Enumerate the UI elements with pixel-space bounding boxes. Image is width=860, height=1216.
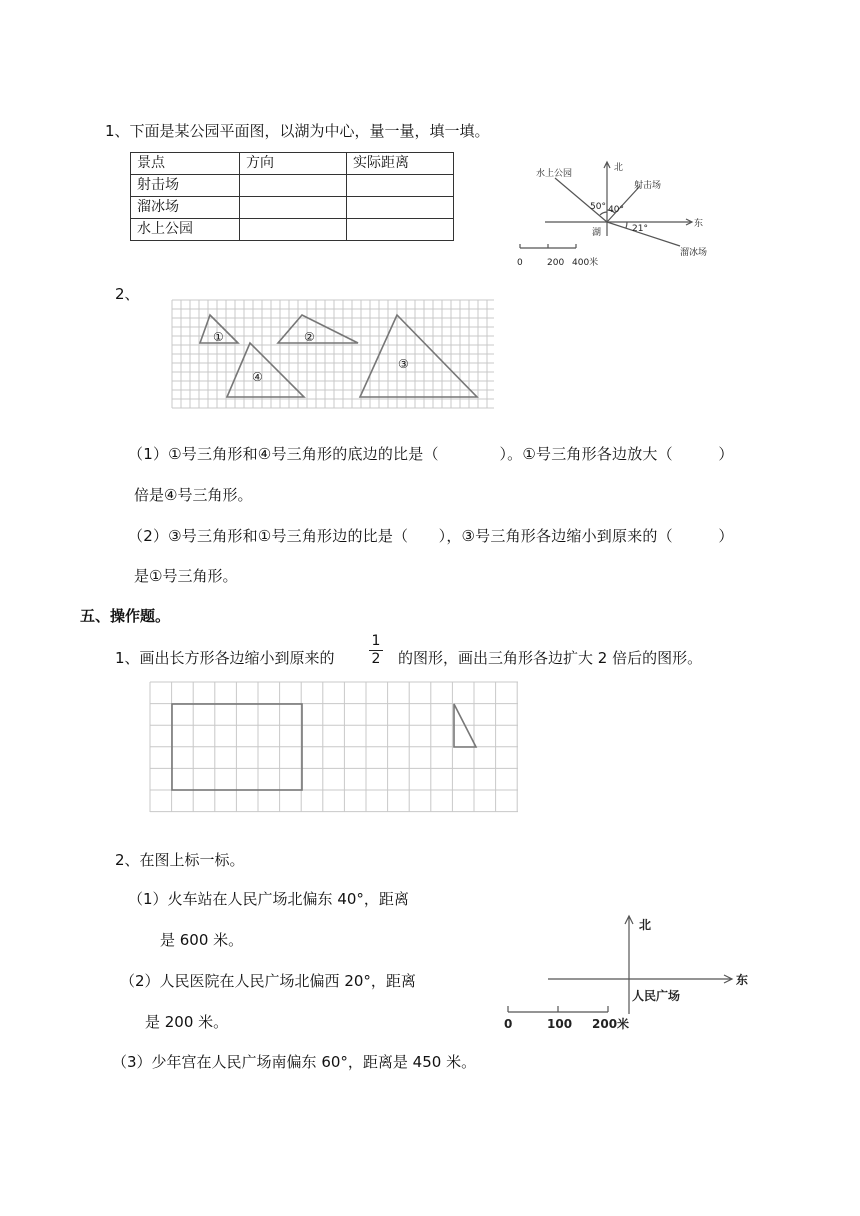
fraction-denominator: 2 [371, 651, 381, 667]
scale-label: 100 [547, 1017, 573, 1031]
water-park-ray [555, 178, 607, 222]
answer-cell[interactable] [240, 175, 347, 197]
answer-cell[interactable] [240, 197, 347, 219]
q2-p1-line1: （1）①号三角形和④号三角形的底边的比是（ ）。①号三角形各边放大（ ） [128, 445, 734, 463]
op2-item2-line1: （2）人民医院在人民广场北偏西 20°，距离 [120, 972, 416, 990]
grid-lines [172, 300, 494, 408]
angle-label: 40° [608, 205, 624, 215]
water-park-label: 水上公园 [536, 169, 573, 179]
park-table [130, 152, 454, 241]
op1-text-after: 的图形，画出三角形各边扩大 2 倍后的图形。 [398, 649, 703, 667]
center-label: 人民广场 [632, 989, 681, 1003]
answer-cell[interactable] [347, 175, 454, 197]
drawing-grid[interactable] [150, 682, 518, 812]
table-row [131, 219, 454, 241]
east-label: 东 [736, 973, 749, 987]
op2-title: 2、在图上标一标。 [115, 851, 245, 869]
lake-label: 湖 [592, 228, 602, 238]
triangle-label: ① [213, 330, 224, 344]
q2-label: 2、 [115, 285, 140, 303]
q2-p2-line2: 是①号三角形。 [134, 567, 238, 585]
fraction-numerator: 1 [371, 633, 381, 649]
north-label: 北 [639, 918, 652, 932]
triangle-label: ④ [252, 370, 263, 384]
table-cell: 射击场 [131, 175, 240, 197]
table-header: 实际距离 [347, 153, 454, 175]
shooting-ray [607, 186, 640, 222]
scale-label: 200米 [592, 1017, 630, 1031]
angle-arc [626, 222, 627, 228]
angle-label: 50° [590, 202, 606, 212]
angle-label: 21° [632, 224, 648, 234]
angle-arc [600, 212, 607, 215]
triangle-4 [227, 343, 304, 397]
scale-label: 400米 [572, 258, 599, 268]
north-label: 北 [614, 163, 624, 173]
table-cell: 溜冰场 [131, 197, 240, 219]
table-row [131, 175, 454, 197]
table-cell: 水上公园 [131, 219, 240, 241]
scale-label: 200 [547, 258, 565, 268]
triangle-grid [172, 300, 494, 410]
q2-p1-line2: 倍是④号三角形。 [134, 486, 253, 504]
table-row [131, 197, 454, 219]
op2-item2-line2: 是 200 米。 [145, 1013, 229, 1031]
triangle-2 [278, 315, 358, 343]
q1-title: 1、下面是某公园平面图，以湖为中心，量一量，填一填。 [105, 122, 490, 140]
triangle-label: ② [304, 330, 315, 344]
table-header-row [131, 153, 454, 175]
skating-label: 溜冰场 [680, 248, 708, 258]
east-label: 东 [694, 219, 704, 229]
section-title: 五、操作题。 [80, 607, 171, 625]
answer-cell[interactable] [347, 197, 454, 219]
op1-text-before: 1、画出长方形各边缩小到原来的 [115, 649, 335, 667]
op2-item1-line1: （1）火车站在人民广场北偏东 40°，距离 [128, 890, 409, 908]
shooting-label: 射击场 [634, 181, 662, 191]
answer-cell[interactable] [347, 219, 454, 241]
q2-p2-line1: （2）③号三角形和①号三角形边的比是（ ），③号三角形各边缩小到原来的（ ） [128, 527, 734, 545]
table-header: 景点 [131, 153, 240, 175]
scale-label: 0 [517, 258, 523, 268]
answer-cell[interactable] [240, 219, 347, 241]
scale-label: 0 [504, 1017, 513, 1031]
op2-item1-line2: 是 600 米。 [160, 931, 244, 949]
square-map[interactable] [500, 910, 760, 1040]
park-map [517, 158, 740, 278]
triangle-label: ③ [398, 357, 409, 371]
table-header: 方向 [240, 153, 347, 175]
op2-item3: （3）少年宫在人民广场南偏东 60°，距离是 450 米。 [112, 1053, 477, 1071]
fraction-one-half [369, 634, 383, 667]
